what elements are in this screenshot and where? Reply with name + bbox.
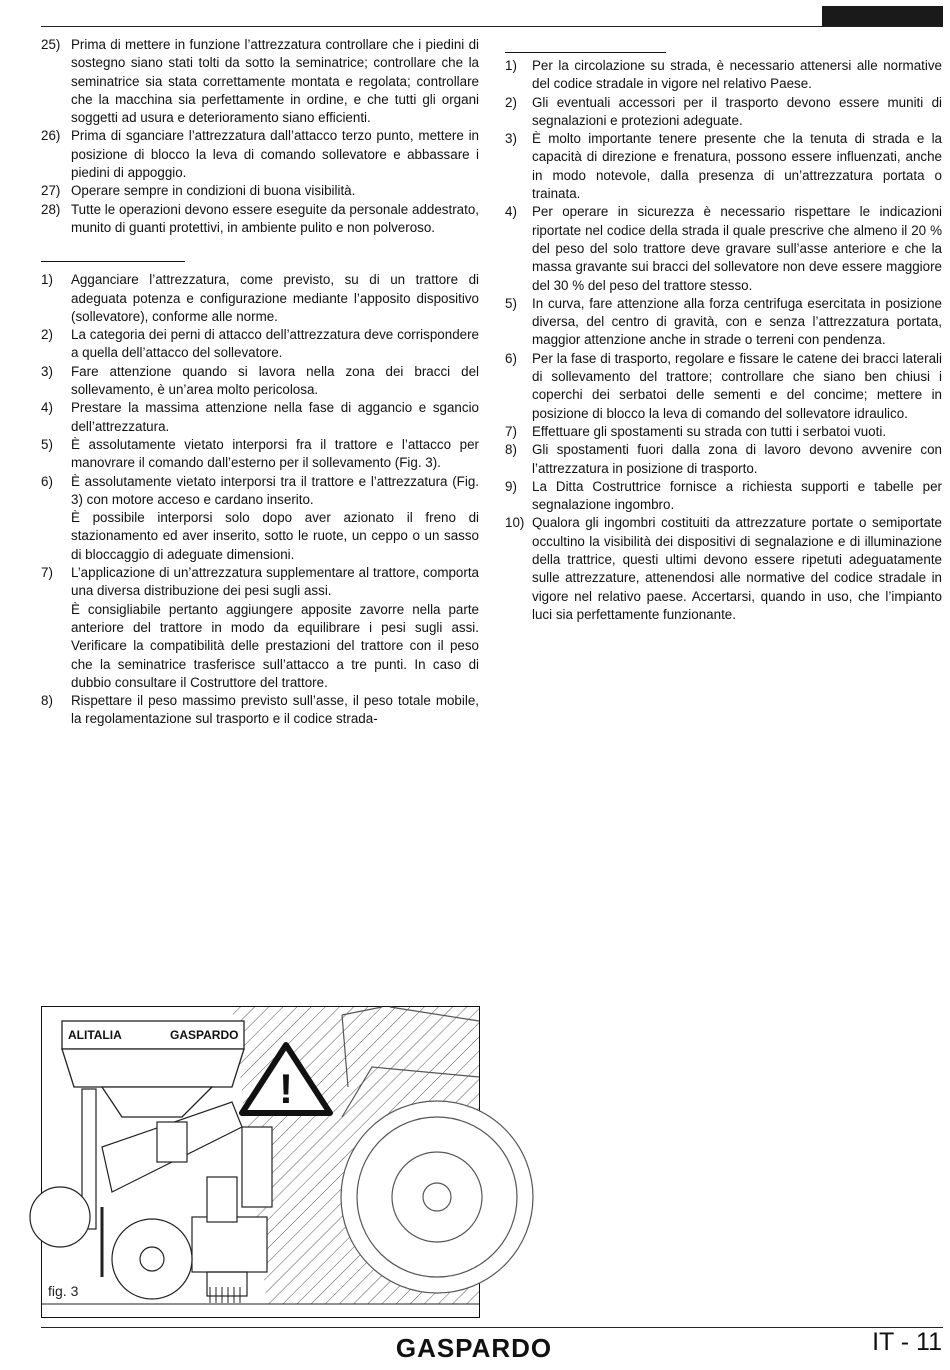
section-heading-rule bbox=[41, 261, 185, 262]
list-item: 28) Tutte le operazioni devono essere eseguite da personale addestrato, munito di guanti protettivi, in ambiente pulito e non polveroso. bbox=[41, 201, 479, 235]
warning-exclamation: ! bbox=[279, 1065, 293, 1112]
list-item: 1) Agganciare l’attrezzatura, come previsto, su di un trattore di adeguata potenza e configurazione mediante l’apposito dispositivo (sollevatore), conforme alle norme. bbox=[41, 272, 479, 324]
list-item: 3) Fare attenzione quando si lavora nella zona dei bracci del sollevamento, è un’area molto pericolosa. bbox=[41, 363, 479, 398]
list-item: 6) Per la fase di trasporto, regolare e fissare le catene dei bracci laterali di sollevamento del trattore; controllare che siano ben chiusi i coperchi dei serbatoi delle sementi e del concime; mettere in posizione di blocco la leva di comando del sollevatore idraulico. bbox=[505, 350, 942, 421]
right-column bbox=[505, 36, 942, 624]
list-item: 26) Prima di sganciare l’attrezzatura dall’attacco terzo punto, mettere in posizione di blocco la leva di comando sollevatore e abbassare i piedini di appoggio. bbox=[41, 128, 479, 181]
list-item: 9) La Ditta Costruttrice fornisce a richiesta supporti e tabelle per segnalazione ingombro. bbox=[505, 478, 942, 513]
seeder-frame bbox=[30, 1089, 272, 1299]
list-item: 7) L’applicazione di un’attrezzatura supplementare al trattore, comporta una diversa distribuzione dei pesi sugli assi. È consigliabile pertanto aggiungere apposite zavorre nella parte anteriore del trattore in modo da equilibrare i pesi sugli assi. Verificare la compatibilità delle prestazioni del trattore con il peso che la seminatrice trasferisce sull’attacco a tre punti. In caso di dubbio consultare il Costruttore del trattore. bbox=[41, 565, 479, 690]
list-item: 6) È assolutamente vietato interporsi tra il trattore e l’attrezzatura (Fig. 3) con motore acceso e cardano inserito. È possibile interporsi solo dopo aver azionato il freno di stazionamento ed aver inserito, sotto le ruote, un ceppo o un sasso di bloccaggio di adeguate dimensioni. bbox=[41, 473, 479, 562]
header-tab bbox=[822, 6, 943, 27]
page-number: IT - 11 bbox=[872, 1328, 942, 1356]
figure-3 bbox=[41, 1006, 480, 1318]
seeder-tractor-illustration bbox=[42, 1007, 479, 1317]
hopper-label-right: GASPARDO bbox=[170, 1028, 239, 1042]
list-item: 5) In curva, fare attenzione alla forza centrifuga esercitata in posizione diversa, del centro di gravità, con e senza l’attrezzatura portata, maggior attenzione anche in strade o terreni con pendenza. bbox=[505, 295, 942, 348]
figure-caption: fig. 3 bbox=[48, 1283, 79, 1299]
list-item: 2) La categoria dei perni di attacco dell’attrezzatura deve corrispondere a quella dell’attacco del sollevatore. bbox=[41, 327, 479, 361]
list-item: 10) Qualora gli ingombri costituiti da attrezzature portate o semiportate occultino la visibilità dei dispositivi di segnalazione e di illuminazione della trattrice, questi ultimi devono essere ripetuti adeguatamente sulle attrezzature, attenendosi alle normative del codice stradale in vigore nel relativo paese. Accertarsi, quando in uso, che l’impianto luci sia perfettamente funzionante. bbox=[505, 515, 942, 622]
list-item: 27) Operare sempre in condizioni di buona visibilità. bbox=[41, 183, 356, 199]
brush bbox=[210, 1287, 240, 1303]
list-item: 3) È molto importante tenere presente che la tenuta di strada e la capacità di direzione e frenatura, possono essere influenzati, anche in modo notevole, dalla presenza di un’attrezzatura portata o trainata. bbox=[505, 131, 942, 202]
list-item: 25) Prima di mettere in funzione l’attrezzatura controllare che i piedini di sostegno siano stati tolti da sotto la seminatrice; controllare che la seminatrice sia stata correttamente montata e regolata; controllare che la macchina sia perfettamente in ordine, e che tutti gli organi soggetti ad usura e deterioramento siano efficienti. bbox=[41, 37, 479, 126]
logo-text: GASPARDO bbox=[395, 1333, 553, 1363]
gaspardo-logo bbox=[395, 1333, 553, 1363]
list-item: 7) Effettuare gli spostamenti su strada con tutti i serbatoi vuoti. bbox=[505, 423, 887, 439]
left-column bbox=[41, 36, 479, 729]
list-item: 1) Per la circolazione su strada, è necessario attenersi alle normative del codice stradale in vigore nel relativo Paese. bbox=[505, 58, 942, 92]
list-item: 4) Prestare la massima attenzione nella fase di aggancio e sgancio dell’attrezzatura. bbox=[41, 400, 479, 434]
list-item: 8) Rispettare il peso massimo previsto sull’asse, il peso totale mobile, la regolamentazione sul trasporto e il codice strada- bbox=[41, 693, 479, 727]
list-item: 5) È assolutamente vietato interporsi fra il trattore e l’attacco per manovrare il comando dall’esterno per il sollevamento (Fig. 3). bbox=[41, 436, 479, 471]
section-heading-rule bbox=[505, 52, 666, 53]
list-item: 4) Per operare in sicurezza è necessario rispettare le indicazioni riportate nel codice della strada il quale prescrive che almeno il 20 % del peso del solo trattore deve gravare sull’asse anteriore e che la massa gravante sui bracci del sollevatore non deve essere maggiore del 30 % del peso del trattore stesso. bbox=[505, 204, 942, 293]
list-item: 2) Gli eventuali accessori per il trasporto devono essere muniti di segnalazioni e protezioni adeguate. bbox=[505, 94, 942, 128]
hopper-label-left: ALITALIA bbox=[68, 1028, 122, 1042]
footer-rule bbox=[41, 1327, 943, 1328]
header-rule bbox=[41, 26, 943, 27]
list-item: 8) Gli spostamenti fuori dalla zona di lavoro devono avvenire con l’attrezzatura in posizione di trasporto. bbox=[505, 442, 942, 476]
